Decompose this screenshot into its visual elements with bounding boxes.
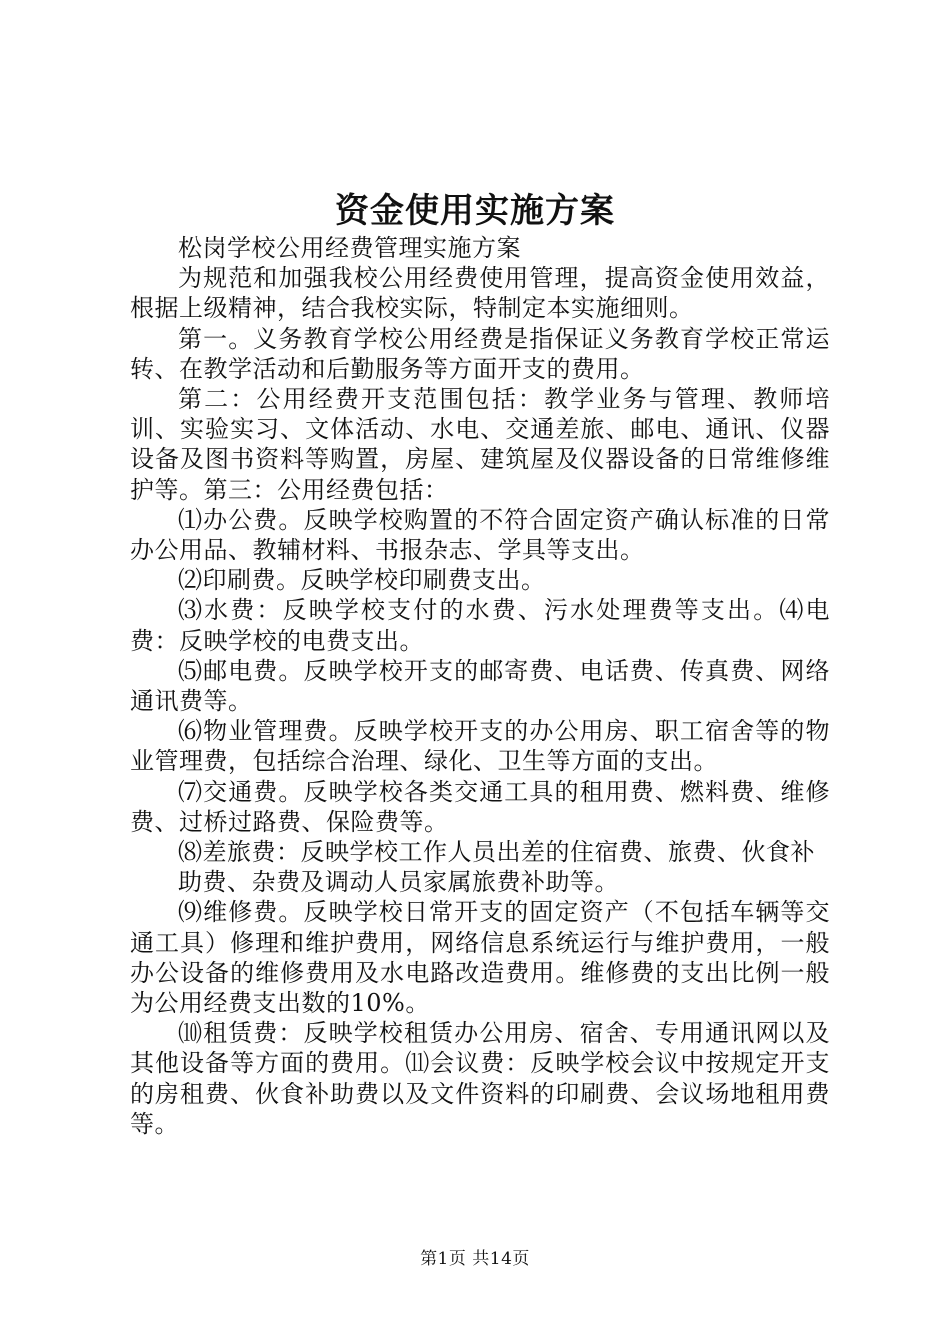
subtitle-paragraph: 松岗学校公用经费管理实施方案	[178, 234, 521, 262]
item-property-management-expense: ⑹物业管理费。反映学校开支的办公用房、职工宿舍等的物业管理费，包括综合治理、绿化、卫生等方面的支出。	[130, 717, 830, 776]
page-number-footer: 第1页 共14页	[420, 1249, 530, 1269]
item-rental-meeting-expense: ⑽租赁费：反映学校租赁办公用房、宿舍、专用通讯网以及其他设备等方面的费用。⑾会议费：反映学校会议中按规定开支的房租费、伙食补助费以及文件资料的印刷费、会议场地租用费等。	[130, 1019, 830, 1138]
article-one-paragraph: 第一。义务教育学校公用经费是指保证义务教育学校正常运转、在教学活动和后勤服务等方面开支的费用。	[130, 324, 830, 383]
item-travel-expense: ⑻差旅费：反映学校工作人员出差的住宿费、旅费、伙食补	[178, 838, 815, 867]
item-maintenance-expense: ⑼维修费。反映学校日常开支的固定资产（不包括车辆等交通工具）修理和维护费用，网络信息系统运行与维护费用，一般办公设备的维修费用及水电路改造费用。维修费的支出比例一般为公用经费支出数的10%。	[130, 898, 830, 1018]
item-post-telecom-expense: ⑸邮电费。反映学校开支的邮寄费、电话费、传真费、网络通讯费等。	[130, 656, 830, 716]
item-office-expense: ⑴办公费。反映学校购置的不符合固定资产确认标准的日常办公用品、教辅材料、书报杂志、学具等支出。	[130, 505, 830, 565]
document-title: 资金使用实施方案	[335, 191, 615, 231]
article-two-paragraph: 第二：公用经费开支范围包括：教学业务与管理、教师培训、实验实习、文体活动、水电、交通差旅、邮电、通讯、仪器设备及图书资料等购置，房屋、建筑屋及仪器设备的日常维修维护等。第三：公用经费包括：	[130, 385, 830, 504]
intro-paragraph: 为规范和加强我校公用经费使用管理，提高资金使用效益，根据上级精神，结合我校实际，特制定本实施细则。	[130, 264, 830, 323]
item-transport-expense: ⑺交通费。反映学校各类交通工具的租用费、燃料费、维修费、过桥过路费、保险费等。	[130, 777, 830, 836]
item-travel-expense-continued: 助费、杂费及调动人员家属旅费补助等。	[178, 868, 619, 897]
document-body	[130, 233, 830, 1139]
item-printing-expense: ⑵印刷费。反映学校印刷费支出。	[178, 566, 546, 595]
item-water-electric-expense: ⑶水费：反映学校支付的水费、污水处理费等支出。⑷电费：反映学校的电费支出。	[130, 596, 830, 655]
